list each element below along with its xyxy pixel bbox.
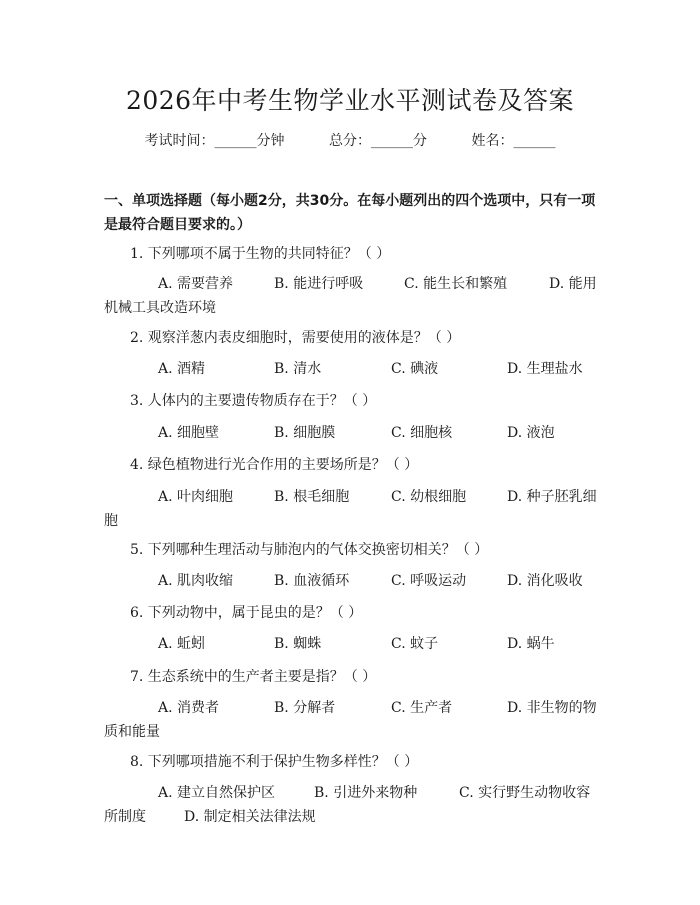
option-c: C. 碘液 (391, 361, 439, 377)
question-8-stem: 8. 下列哪项措施不利于保护生物多样性？（ ） (130, 754, 419, 770)
option-d: D. 消化吸收 (507, 573, 583, 589)
option-d: D. 能用 (549, 276, 597, 292)
question-5-stem: 5. 下列哪种生理活动与肺泡内的气体交换密切相关？（ ） (130, 542, 489, 558)
question-3-options (104, 421, 604, 445)
option-a: A. 需要营养 (158, 276, 234, 292)
option-d: D. 非生物的物 (507, 700, 597, 716)
section-heading-line-2: 是最符合题目要求的。） (104, 217, 251, 233)
option-b: B. 分解者 (274, 700, 336, 716)
option-c: C. 实行野生动物收容 (459, 785, 591, 801)
question-3-stem: 3. 人体内的主要遗传物质存在于？（ ） (130, 393, 377, 409)
section-heading-line-1: 一、单项选择题（每小题2分，共30分。在每小题列出的四个选项中，只有一项 (104, 193, 596, 209)
question-7-stem: 7. 生态系统中的生产者主要是指？（ ） (130, 669, 377, 685)
exam-time-field: 考试时间：______分钟 (144, 133, 285, 149)
student-name-field: 姓名：______ (471, 133, 556, 149)
option-d: D. 种子胚乳细 (507, 489, 597, 505)
total-score-field: 总分：______分 (329, 133, 427, 149)
option-b: B. 清水 (274, 361, 322, 377)
exam-info-line (0, 131, 700, 151)
option-c: C. 生产者 (391, 700, 453, 716)
question-4-stem: 4. 绿色植物进行光合作用的主要场所是？（ ） (130, 457, 419, 473)
option-a: A. 建立自然保护区 (158, 785, 276, 801)
option-a: A. 叶肉细胞 (158, 489, 234, 505)
option-a: A. 细胞壁 (158, 425, 220, 441)
option-d-continued: 胞 (104, 513, 118, 529)
question-4-options (104, 485, 604, 533)
option-c: C. 幼根细胞 (391, 489, 467, 505)
option-b: B. 引进外来物种 (314, 785, 418, 801)
option-d-continued: 机械工具改造环境 (104, 300, 216, 316)
question-6-options (104, 632, 604, 656)
option-a: A. 蚯蚓 (158, 636, 206, 652)
option-b: B. 细胞膜 (274, 425, 336, 441)
option-b: B. 血液循环 (274, 573, 350, 589)
option-c: C. 能生长和繁殖 (404, 276, 508, 292)
question-1-stem: 1. 下列哪项不属于生物的共同特征？（ ） (130, 246, 391, 262)
option-d: D. 液泡 (507, 425, 555, 441)
option-d: D. 制定相关法律法规 (184, 809, 316, 825)
page-title: 2026年中考生物学业水平测试卷及答案 (125, 86, 575, 115)
question-5-options (104, 569, 604, 593)
question-1-options (104, 272, 604, 320)
question-2-stem: 2. 观察洋葱内表皮细胞时，需要使用的液体是？（ ） (130, 330, 461, 346)
option-a: A. 酒精 (158, 361, 206, 377)
question-7-options (104, 696, 604, 744)
option-d: D. 蜗牛 (507, 636, 555, 652)
question-8-options (104, 781, 604, 829)
option-c-continued: 所制度 (104, 809, 146, 825)
option-a: A. 消费者 (158, 700, 220, 716)
option-c: C. 细胞核 (391, 425, 453, 441)
section-heading (104, 189, 604, 237)
option-c: C. 蚊子 (391, 636, 439, 652)
question-6-stem: 6. 下列动物中，属于昆虫的是？（ ） (130, 605, 363, 621)
option-a: A. 肌肉收缩 (158, 573, 234, 589)
option-b: B. 能进行呼吸 (274, 276, 364, 292)
option-d: D. 生理盐水 (507, 361, 583, 377)
option-b: B. 蜘蛛 (274, 636, 322, 652)
option-d-continued: 质和能量 (104, 724, 160, 740)
option-c: C. 呼吸运动 (391, 573, 467, 589)
question-2-options (104, 357, 604, 381)
option-b: B. 根毛细胞 (274, 489, 350, 505)
